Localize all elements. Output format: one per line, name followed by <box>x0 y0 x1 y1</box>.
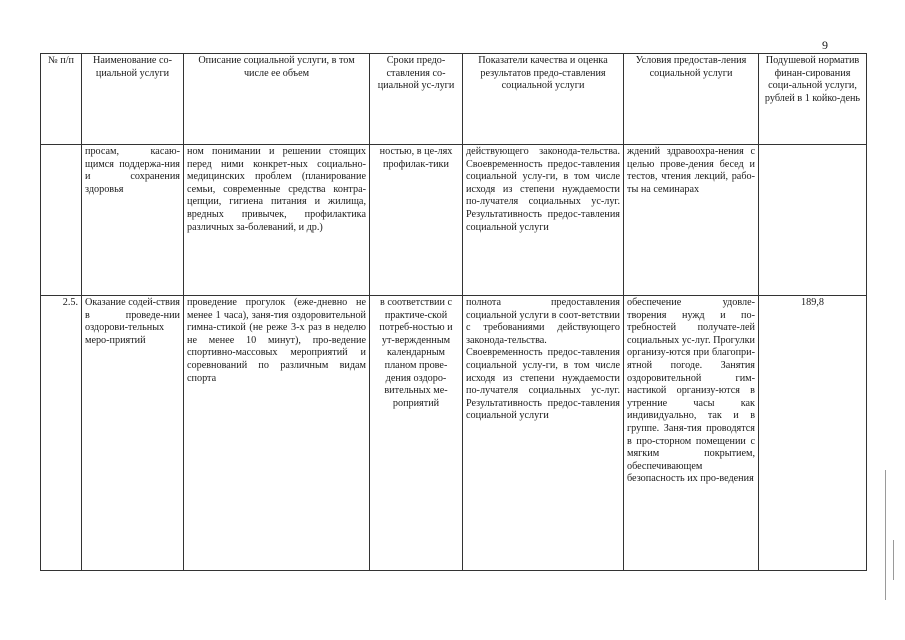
header-conditions: Условия предостав-ления социальной услуги <box>624 54 759 145</box>
header-num: № п/п <box>41 54 82 145</box>
cell-terms: в соответствии с практиче-ской потреб-ностью и ут-вержденным календарным планом прове-дения оздоро-вительных ме-роприятий <box>370 296 463 571</box>
cell-norm <box>759 145 867 296</box>
cell-conditions: обеспечение удовле-творения нужд и по-требностей получате-лей социальных ус-луг. Прогулки организу-ются при благопри-ятной погоде. Занятия оздоровительной гим-настикой организу-ются в утренние часы как индивидуально, так и в группе. Заня-тия проводятся в про-сторном помещении с мягким покрытием, обеспечивающем безопасность их про-ведения <box>624 296 759 571</box>
cell-name: просам, касаю-щимся поддержа-ния и сохранения здоровья <box>82 145 184 296</box>
header-norm: Подушевой норматив финан-сирования соци-альной услуги, рублей в 1 койко-день <box>759 54 867 145</box>
cell-name: Оказание содей-ствия в проведе-нии оздорови-тельных меро-приятий <box>82 296 184 571</box>
table-row <box>41 145 867 296</box>
header-description: Описание социальной услуги, в том числе ее объем <box>184 54 370 145</box>
scan-artifact-line <box>885 470 886 600</box>
scan-artifact-line <box>893 540 894 580</box>
cell-num <box>41 145 82 296</box>
cell-terms: ностью, в це-лях профилак-тики <box>370 145 463 296</box>
cell-norm: 189,8 <box>759 296 867 571</box>
cell-conditions: ждений здравоохра-нения с целью прове-дения бесед и тестов, чтения лекций, рабо-ты на семинарах <box>624 145 759 296</box>
header-name: Наименование со-циальной услуги <box>82 54 184 145</box>
cell-quality: действующего законода-тельства. Своевременность предос-тавления социальной услу-ги, в том числе исходя из степени нуждаемости по-лучателя социальных ус-луг. Результативность предос-тавления социальной услуги <box>463 145 624 296</box>
header-quality: Показатели качества и оценка результатов предо-ставления социальной услуги <box>463 54 624 145</box>
page-number: 9 <box>822 38 828 52</box>
table-header-row <box>41 54 867 145</box>
header-terms: Сроки предо-ставления со-циальной ус-луги <box>370 54 463 145</box>
cell-description: проведение прогулок (еже-дневно не менее 1 часа), заня-тия оздоровительной гимна-стикой (не реже 3-х раз в неделю не менее 10 минут), про-ведение спортивно-массовых мероприятий и соревнований по различным видам спорта <box>184 296 370 571</box>
cell-num: 2.5. <box>41 296 82 571</box>
cell-quality: полнота предоставления социальной услуги в соот-ветствии с требованиями действующего законода-тельства. Своевременность предос-тавления социальной услу-ги, в том числе исходя из степени нуждаемости по-лучателя социальных ус-луг. Результативность предос-тавления социальной услуги <box>463 296 624 571</box>
services-table <box>40 53 867 571</box>
cell-description: ном понимании и решении стоящих перед ними конкрет-ных социально-медицинских проблем (планирование семьи, современные средства контра-цепции, гигиена питания и жилища, вредных привычек, профилактика различных за-болеваний, и др.) <box>184 145 370 296</box>
table-row <box>41 296 867 571</box>
